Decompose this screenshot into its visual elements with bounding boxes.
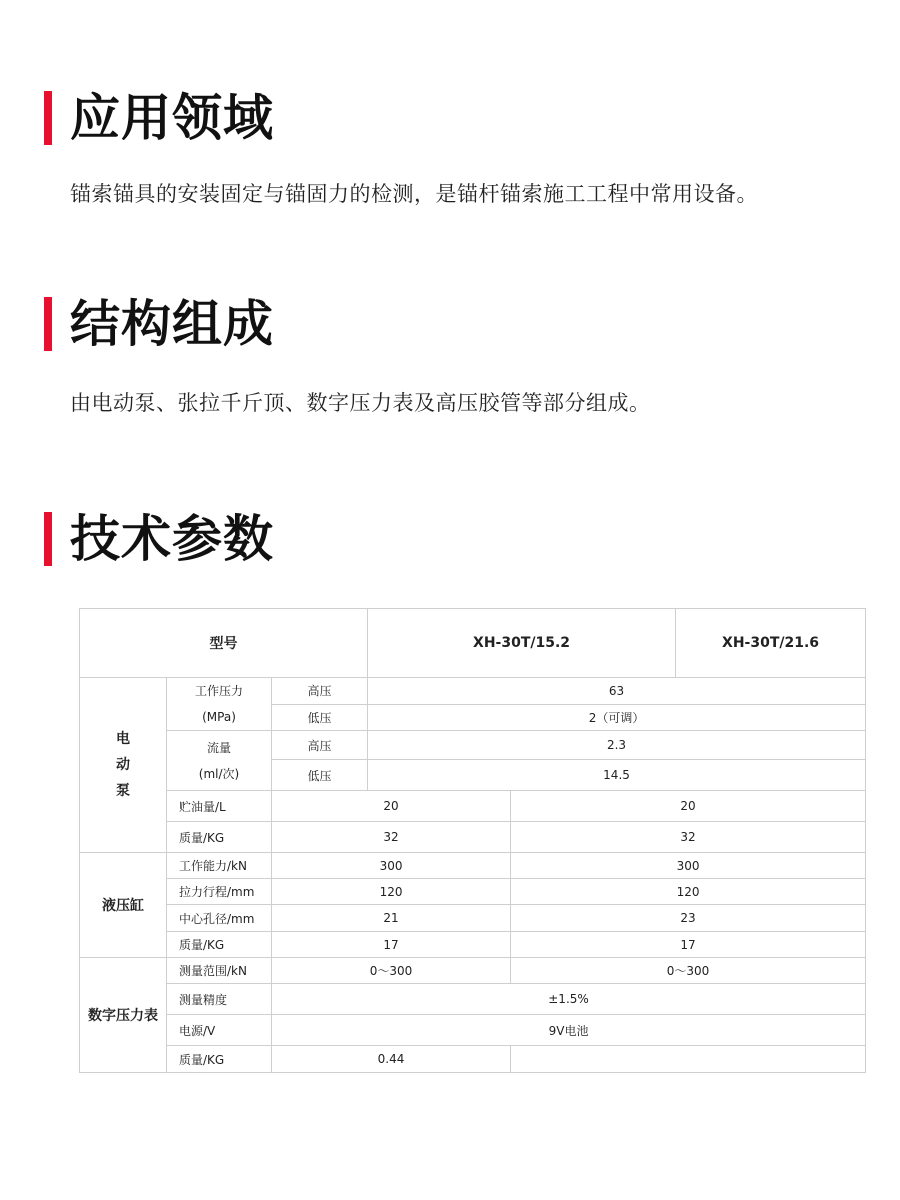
table-row xyxy=(80,731,866,760)
param-label-cell: 拉力行程/mm xyxy=(167,879,272,905)
label-line: (ml/次) xyxy=(198,766,240,781)
sub-label-cell: 低压 xyxy=(272,760,368,791)
value-cell: 0.44 xyxy=(272,1046,511,1073)
table-row xyxy=(80,853,866,879)
value-cell: 23 xyxy=(511,905,866,932)
group-char: 泵 xyxy=(116,783,130,799)
value-cell: ±1.5% xyxy=(272,984,866,1015)
value-cell: 0～300 xyxy=(511,958,866,984)
group-char: 电 xyxy=(116,731,130,747)
sub-label-cell: 低压 xyxy=(272,704,368,731)
section-title: 应用领域 xyxy=(70,89,274,147)
param-label-cell: 质量/KG xyxy=(167,932,272,958)
value-cell: 120 xyxy=(511,879,866,905)
label-line: 流量 xyxy=(206,740,231,755)
table-row xyxy=(80,822,866,853)
table-row xyxy=(80,984,866,1015)
model-1-cell: XH-30T/15.2 xyxy=(368,609,676,678)
value-cell: 63 xyxy=(368,678,866,705)
section-title: 结构组成 xyxy=(70,295,274,353)
table-row xyxy=(80,879,866,905)
table-row xyxy=(80,791,866,822)
pump-group-cell xyxy=(80,678,167,853)
table-row xyxy=(80,932,866,958)
param-label-cell: 测量精度 xyxy=(167,984,272,1015)
param-label-cell: 电源/V xyxy=(167,1015,272,1046)
section-text-structure: 由电动泵、张拉千斤顶、数字压力表及高压胶管等部分组成。 xyxy=(70,391,651,415)
value-cell: 14.5 xyxy=(368,760,866,791)
value-cell: 9V电池 xyxy=(272,1015,866,1046)
sub-label-cell: 高压 xyxy=(272,731,368,760)
table-row xyxy=(80,1046,866,1073)
pressure-label-cell xyxy=(167,678,272,731)
section-text-application: 锚索锚具的安装固定与锚固力的检测，是锚杆锚索施工工程中常用设备。 xyxy=(70,182,758,206)
table-row xyxy=(80,678,866,705)
table-row xyxy=(80,609,866,678)
label-line: (MPa) xyxy=(202,710,236,724)
gauge-group-cell: 数字压力表 xyxy=(80,958,167,1073)
param-label-cell: 中心孔径/mm xyxy=(167,905,272,932)
section-heading-specs xyxy=(44,509,274,569)
param-label-cell: 质量/KG xyxy=(167,1046,272,1073)
value-cell: 32 xyxy=(511,822,866,853)
sub-label-cell: 高压 xyxy=(272,678,368,705)
value-cell: 32 xyxy=(272,822,511,853)
label-line: 工作压力 xyxy=(194,684,243,698)
param-label-cell: 贮油量/L xyxy=(167,791,272,822)
flow-label-cell xyxy=(167,731,272,791)
param-label-cell: 测量范围/kN xyxy=(167,958,272,984)
value-cell: 20 xyxy=(511,791,866,822)
value-cell: 0～300 xyxy=(272,958,511,984)
table-row xyxy=(80,1015,866,1046)
value-cell: 21 xyxy=(272,905,511,932)
param-label-cell: 质量/KG xyxy=(167,822,272,853)
value-cell: 20 xyxy=(272,791,511,822)
section-heading-structure xyxy=(44,294,274,354)
section-heading-application xyxy=(44,88,274,148)
table-row xyxy=(80,905,866,932)
value-cell: 2（可调） xyxy=(368,704,866,731)
value-cell: 2.3 xyxy=(368,731,866,760)
empty-cell xyxy=(511,1046,866,1073)
value-cell: 300 xyxy=(272,853,511,879)
section-accent-bar xyxy=(44,91,52,145)
table-row xyxy=(80,958,866,984)
section-accent-bar xyxy=(44,297,52,351)
param-label-cell: 工作能力/kN xyxy=(167,853,272,879)
spec-table xyxy=(79,608,866,1073)
section-title: 技术参数 xyxy=(70,510,274,568)
cylinder-group-cell: 液压缸 xyxy=(80,853,167,958)
section-accent-bar xyxy=(44,512,52,566)
value-cell: 17 xyxy=(511,932,866,958)
model-2-cell: XH-30T/21.6 xyxy=(676,609,866,678)
model-label-cell: 型号 xyxy=(80,609,368,678)
group-char: 动 xyxy=(116,757,130,773)
value-cell: 300 xyxy=(511,853,866,879)
value-cell: 17 xyxy=(272,932,511,958)
value-cell: 120 xyxy=(272,879,511,905)
